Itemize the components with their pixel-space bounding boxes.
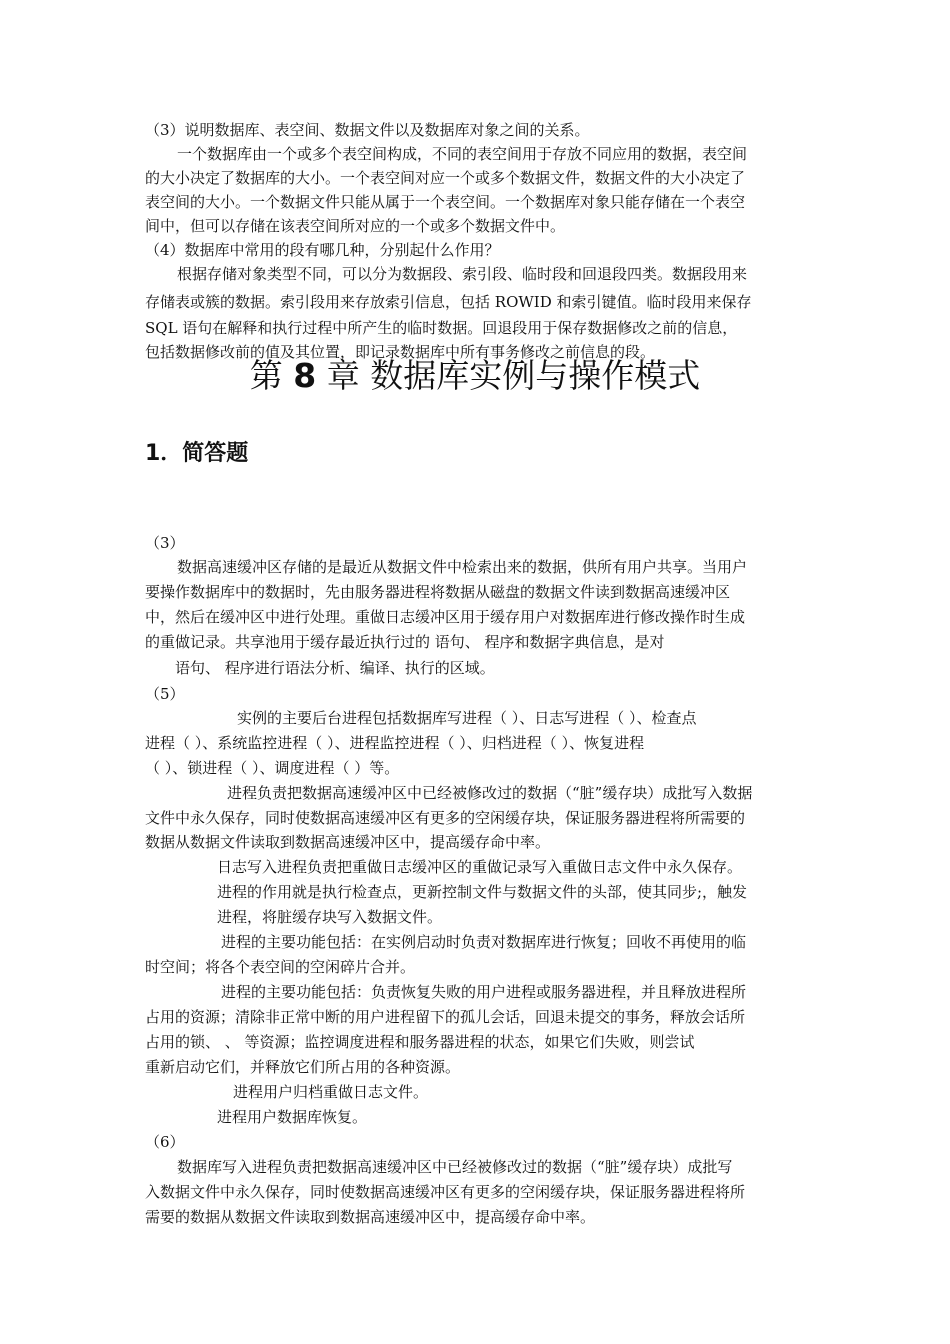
- body-line: 要操作数据库中的数据时，先由服务器进程将数据从磁盘的数据文件读到数据高速缓冲区: [145, 583, 731, 601]
- item-6-label: （6）: [145, 1133, 185, 1151]
- chapter-title: [0, 352, 950, 400]
- body-line: 进程用户归档重做日志文件。: [233, 1083, 429, 1101]
- item-3-label: （3）: [145, 534, 185, 552]
- body-line: 占用的资源；清除非正常中断的用户进程留下的孤儿会话，回退未提交的事务，释放会话所: [145, 1008, 746, 1026]
- body-line: 进程，将脏缓存块写入数据文件。: [217, 908, 443, 926]
- body-line: 语句、 程序进行语法分析、编译、执行的区域。: [175, 659, 495, 677]
- body-line: （ ）、锁进程（ ）、调度进程（ ）等。: [145, 759, 400, 777]
- body-line: 需要的数据从数据文件读取到数据高速缓冲区中，提高缓存命中率。: [145, 1208, 596, 1226]
- body-line: 进程的作用就是执行检查点，更新控制文件与数据文件的头部，使其同步;，触发: [217, 883, 748, 901]
- body-line: 进程的主要功能包括：在实例启动时负责对数据库进行恢复；回收不再使用的临: [221, 933, 747, 951]
- body-line: 日志写入进程负责把重做日志缓冲区的重做记录写入重做日志文件中永久保存。: [217, 858, 743, 876]
- item-5-label: （5）: [145, 685, 185, 703]
- answer-4-line-4: 包括数据修改前的值及其位置，即记录数据库中所有事务修改之前信息的段。: [145, 343, 656, 361]
- body-line: 进程的主要功能包括：负责恢复失败的用户进程或服务器进程，并且释放进程所: [221, 983, 747, 1001]
- body-line: 时空间；将各个表空间的空闲碎片合并。: [145, 958, 416, 976]
- answer-4-line-3: SQL 语句在解释和执行过程中所产生的临时数据。回退段用于保存数据修改之前的信息，: [145, 319, 738, 337]
- chapter-prefix: 第: [249, 356, 283, 395]
- body-line: 文件中永久保存，同时使数据高速缓冲区有更多的空闲缓存块，保证服务器进程将所需要的: [145, 809, 746, 827]
- body-line: 数据高速缓冲区存储的是最近从数据文件中检索出来的数据，供所有用户共享。当用户: [177, 558, 748, 576]
- body-line: 进程用户数据库恢复。: [217, 1108, 368, 1126]
- answer-3-line-2: 的大小决定了数据库的大小。一个表空间对应一个或多个数据文件，数据文件的大小决定了: [145, 169, 746, 187]
- body-line: 占用的锁、 、 等资源；监控调度进程和服务器进程的状态，如果它们失败，则尝试: [145, 1033, 695, 1051]
- body-line: 数据从数据文件读取到数据高速缓冲区中，提高缓存命中率。: [145, 833, 551, 851]
- answer-4-line-2: 存储表或簇的数据。索引段用来存放索引信息，包括 ROWID 和索引键值。临时段用来保存: [145, 293, 752, 311]
- body-line: 重新启动它们，并释放它们所占用的各种资源。: [145, 1058, 461, 1076]
- chapter-number: 8: [293, 356, 317, 395]
- body-line: 实例的主要后台进程包括数据库写进程（ ）、日志写进程（ ）、检查点: [237, 709, 697, 727]
- question-4: （4）数据库中常用的段有哪几种，分别起什么作用？: [145, 241, 500, 259]
- answer-3-line-3: 表空间的大小。一个数据文件只能从属于一个表空间。一个数据库对象只能存储在一个表空: [145, 193, 746, 211]
- body-line: 中，然后在缓冲区中进行处理。重做日志缓冲区用于缓存用户对数据库进行修改操作时生成: [145, 608, 746, 626]
- body-line: 进程负责把数据高速缓冲区中已经被修改过的数据（“脏”缓存块）成批写入数据: [227, 784, 753, 802]
- section-heading: 1．简答题: [145, 441, 249, 466]
- chapter-name: 章 数据库实例与操作模式: [326, 356, 701, 395]
- body-line: 数据库写入进程负责把数据高速缓冲区中已经被修改过的数据（“脏”缓存块）成批写: [177, 1158, 733, 1176]
- body-line: 的重做记录。共享池用于缓存最近执行过的 语句、 程序和数据字典信息，是对: [145, 633, 665, 651]
- answer-3-line-1: 一个数据库由一个或多个表空间构成，不同的表空间用于存放不同应用的数据，表空间: [177, 145, 748, 163]
- question-3: （3）说明数据库、表空间、数据文件以及数据库对象之间的关系。: [145, 121, 590, 139]
- body-line: 入数据文件中永久保存，同时使数据高速缓冲区有更多的空闲缓存块，保证服务器进程将所: [145, 1183, 746, 1201]
- answer-4-line-1: 根据存储对象类型不同，可以分为数据段、索引段、临时段和回退段四类。数据段用来: [177, 265, 748, 283]
- answer-3-line-4: 间中，但可以存储在该表空间所对应的一个或多个数据文件中。: [145, 217, 566, 235]
- body-line: 进程（ ）、系统监控进程（ ）、进程监控进程（ ）、归档进程（ ）、恢复进程: [145, 734, 645, 752]
